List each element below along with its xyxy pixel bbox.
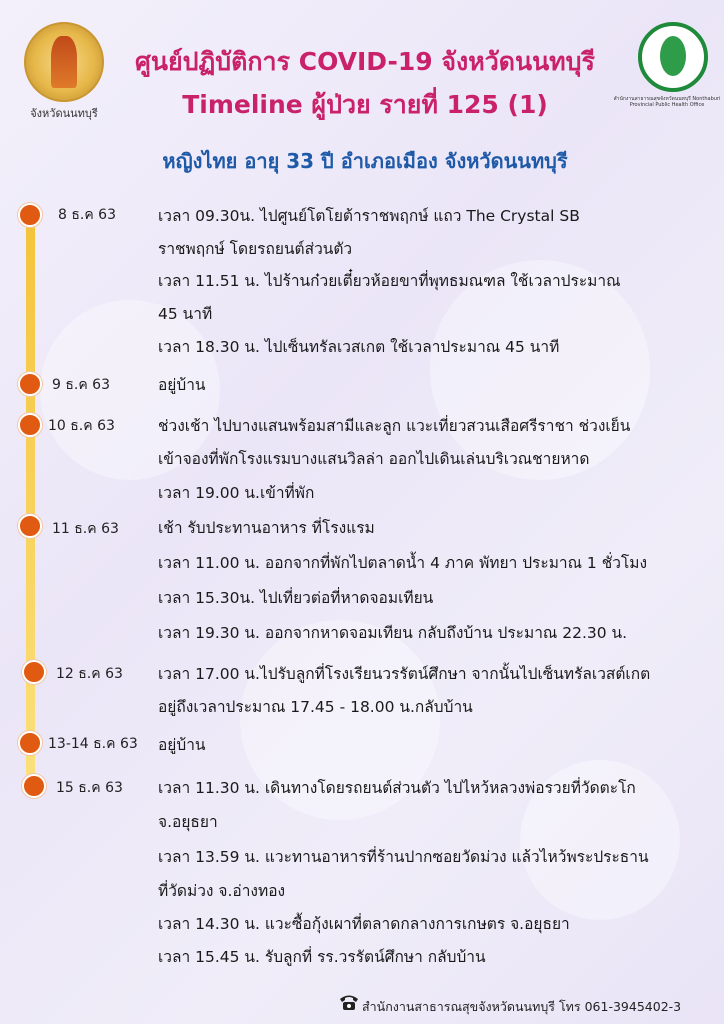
timeline-entry-line: เวลา 13.59 น. แวะทานอาหารที่ร้านปากซอยวัดม่วง แล้วไหว้พระประธาน — [158, 848, 649, 866]
timeline-date: 9 ธ.ค 63 — [52, 377, 110, 393]
timeline-entry-line: เวลา 14.30 น. แวะซื้อกุ้งเผาที่ตลาดกลางการเกษตร จ.อยุธยา — [158, 915, 570, 933]
province-seal-logo — [24, 22, 104, 102]
ministry-caption: สำนักงานสาธารณสุขจังหวัดนนทบุรี Nonthaburi Provincial Public Health Office — [613, 96, 721, 108]
timeline-dot — [18, 413, 42, 437]
timeline-entry-line: เวลา 19.30 น. ออกจากหาดจอมเทียน กลับถึงบ้าน ประมาณ 22.30 น. — [158, 624, 628, 642]
timeline-entry-line: เวลา 17.00 น.ไปรับลูกที่โรงเรียนวรรัตน์ศึกษา จากนั้นไปเซ็นทรัลเวสต์เกต — [158, 665, 651, 683]
timeline-entry-line: อยู่ถึงเวลาประมาณ 17.45 - 18.00 น.กลับบ้าน — [158, 698, 473, 716]
timeline-entry-line: เวลา 11.00 น. ออกจากที่พักไปตลาดน้ำ 4 ภาค พัทยา ประมาณ 1 ชั่วโมง — [158, 554, 648, 572]
patient-subtitle: หญิงไทย อายุ 33 ปี อำเภอเมือง จังหวัดนนทบุรี — [162, 149, 568, 173]
ministry-public-health-logo — [638, 22, 708, 92]
timeline-entry-line: อยู่บ้าน — [158, 376, 206, 394]
timeline-date: 8 ธ.ค 63 — [58, 207, 116, 223]
timeline-entry-line: เวลา 11.51 น. ไปร้านก๋วยเตี๋ยวห้อยขาที่พุทธมณฑล ใช้เวลาประมาณ — [158, 272, 621, 290]
timeline-entry-line: เวลา 18.30 น. ไปเซ็นทรัลเวสเกต ใช้เวลาประมาณ 45 นาที — [158, 338, 560, 356]
timeline-date: 10 ธ.ค 63 — [48, 418, 115, 434]
timeline-dot — [18, 203, 42, 227]
timeline-date: 11 ธ.ค 63 — [52, 521, 119, 537]
timeline-entry-line: เวลา 19.00 น.เข้าที่พัก — [158, 484, 315, 502]
page-title: ศูนย์ปฏิบัติการ COVID-19 จังหวัดนนทบุรี — [135, 47, 595, 76]
timeline-date: 12 ธ.ค 63 — [56, 666, 123, 682]
timeline-entry-line: เวลา 09.30น. ไปศูนย์โตโยต้าราชพฤกษ์ แถว The Crystal SB — [158, 207, 580, 225]
timeline-entry-line: อยู่บ้าน — [158, 736, 206, 754]
timeline-date: 15 ธ.ค 63 — [56, 780, 123, 796]
footer-contact: สำนักงานสาธารณสุขจังหวัดนนทบุรี โทร 061-3945402-3 — [362, 999, 682, 1014]
province-caption: จังหวัดนนทบุรี — [30, 107, 98, 120]
timeline-dot — [22, 660, 46, 684]
timeline-entry-line: ที่วัดม่วง จ.อ่างทอง — [158, 882, 286, 900]
timeline-entry-line: จ.อยุธยา — [158, 813, 218, 831]
timeline-entry-line: เช้า รับประทานอาหาร ที่โรงแรม — [158, 519, 375, 537]
timeline-dot — [18, 372, 42, 396]
timeline-dot — [18, 731, 42, 755]
timeline-date: 13-14 ธ.ค 63 — [48, 736, 138, 752]
timeline-entry-line: ช่วงเช้า ไปบางแสนพร้อมสามีและลูก แวะเที่ยวสวนเสือศรีราชา ช่วงเย็น — [158, 417, 631, 435]
timeline-bar — [26, 207, 35, 777]
timeline-entry-line: 45 นาที — [158, 305, 213, 323]
timeline-entry-line: เวลา 15.45 น. รับลูกที่ รร.วรรัตน์ศึกษา กลับบ้าน — [158, 948, 486, 966]
page-title-timeline: Timeline ผู้ป่วย รายที่ 125 (1) — [182, 90, 548, 119]
timeline-entry-line: ราชพฤกษ์ โดยรถยนต์ส่วนตัว — [158, 240, 353, 258]
timeline-dot — [18, 514, 42, 538]
timeline-dot — [22, 774, 46, 798]
phone-icon — [338, 993, 360, 1011]
timeline-entry-line: เข้าจองที่พักโรงแรมบางแสนวิลล่า ออกไปเดินเล่นบริเวณชายหาด — [158, 450, 590, 468]
timeline-entry-line: เวลา 15.30น. ไปเที่ยวต่อที่หาดจอมเทียน — [158, 589, 434, 607]
timeline-entry-line: เวลา 11.30 น. เดินทางโดยรถยนต์ส่วนตัว ไปไหว้หลวงพ่อรวยที่วัดตะโก — [158, 779, 636, 797]
